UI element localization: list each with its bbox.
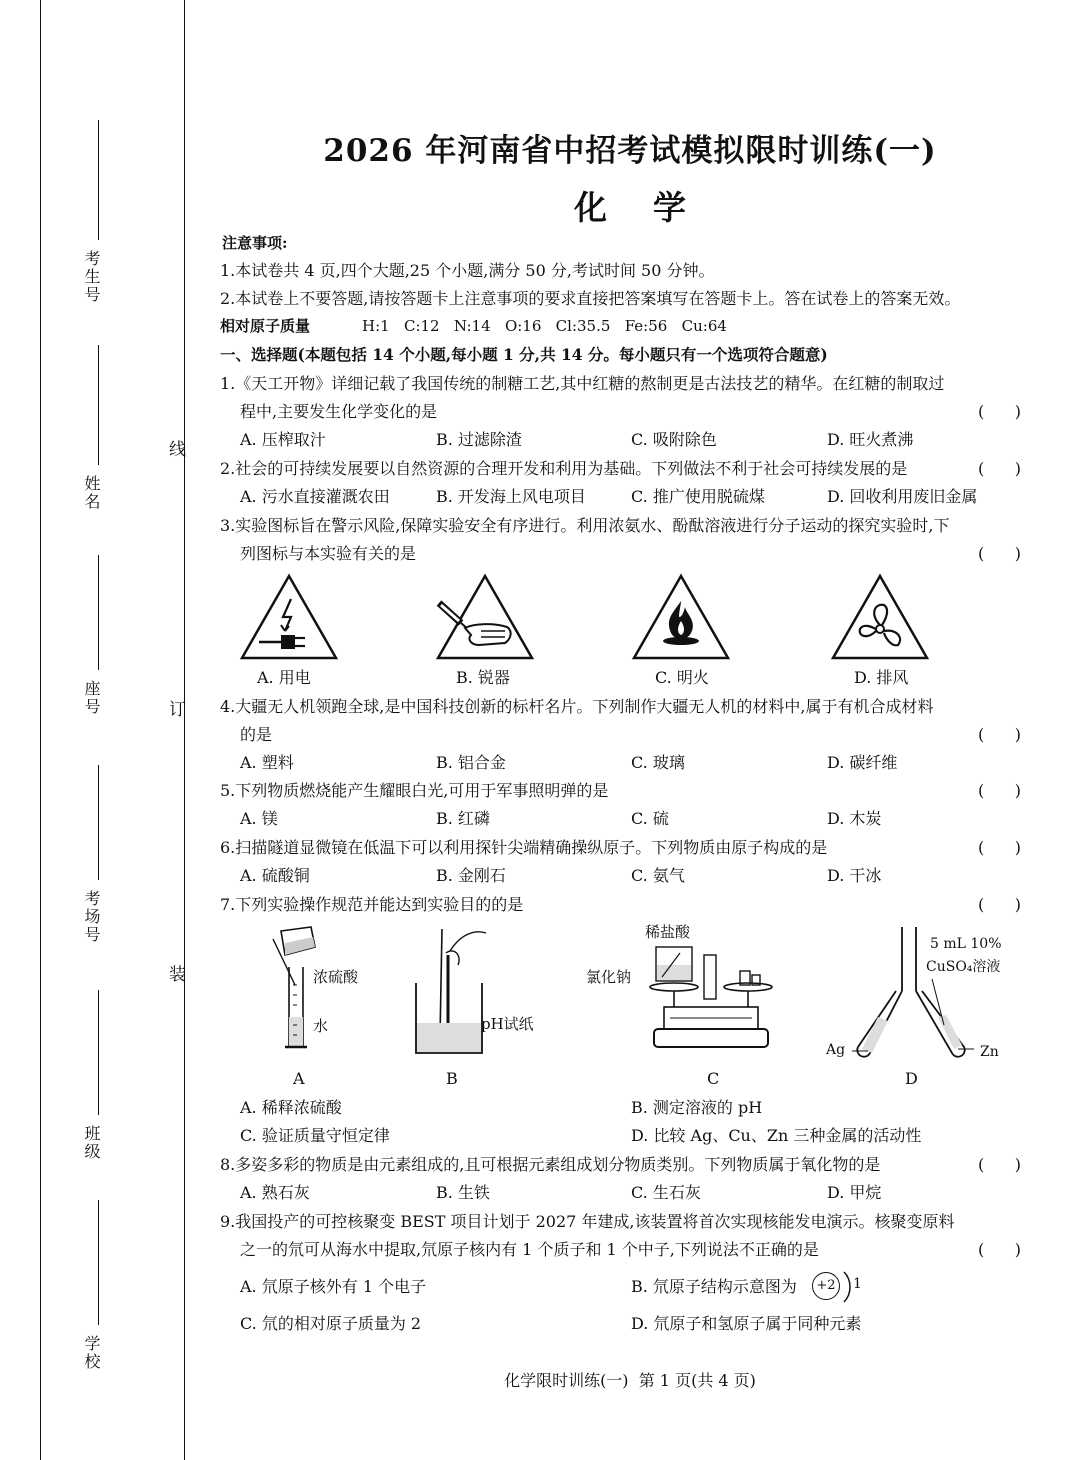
q3-line1: 3.实验图标旨在警示风险,保障实验安全有序进行。利用浓氨水、酚酞溶液进行分子运动的探究实验时,下 [220, 516, 950, 535]
q5-opt-c: C. 硫 [631, 809, 669, 828]
q6-opt-c: C. 氨气 [631, 866, 685, 885]
field-exam-id: 考生号 [82, 250, 101, 304]
q8-opt-d: D. 甲烷 [827, 1183, 882, 1202]
electric-hazard-icon [239, 573, 339, 661]
fig-d-label-ag: Ag [826, 1042, 846, 1058]
q3-opt-c: C. 明火 [655, 668, 709, 687]
q8-opt-b: B. 生铁 [436, 1183, 490, 1202]
q2-line1: 2.社会的可持续发展要以自然资源的合理开发和利用为基础。下列做法不利于社会可持续发展的是 [220, 459, 908, 478]
q2-opt-d: D. 回收利用废旧金属 [827, 487, 978, 506]
q3-answer-paren: ( ) [978, 544, 1021, 563]
fig-letter-b: B [446, 1069, 458, 1088]
q7-opt-c: C. 验证质量守恒定律 [240, 1126, 390, 1145]
mark-staple: 装 [165, 965, 185, 984]
fig-b-measure-ph [410, 925, 490, 1055]
q9-opt-a: A. 氘原子核外有 1 个电子 [240, 1277, 427, 1296]
fig-d-label-sol1: 5 mL 10% [930, 936, 1002, 952]
q7-line1: 7.下列实验操作规范并能达到实验目的的是 [220, 895, 524, 914]
q9-line1: 9.我国投产的可控核聚变 BEST 项目计划于 2027 年建成,该装置将首次实现核能发电演示。核聚变原料 [220, 1212, 955, 1231]
q8-line1: 8.多姿多彩的物质是由元素组成的,且可根据元素组成划分物质类别。下列物质属于氧化物的是 [220, 1155, 881, 1174]
q6-answer-paren: ( ) [978, 838, 1021, 857]
fan-icon [830, 573, 930, 661]
q9-opt-d: D. 氘原子和氢原子属于同种元素 [631, 1314, 862, 1333]
exam-title: 2026 年河南省中招考试模拟限时训练(一) [323, 133, 937, 169]
q2-opt-b: B. 开发海上风电项目 [436, 487, 586, 506]
flame-icon [631, 573, 731, 661]
margin-line-inner [184, 0, 185, 1460]
fig-letter-c: C [707, 1069, 720, 1088]
sharp-object-icon [435, 573, 535, 661]
q1-line1: 1.《天工开物》详细记载了我国传统的制糖工艺,其中红糖的熬制更是古法技艺的精华。在红糖的制取过 [220, 374, 945, 393]
fig-c-balance [640, 945, 780, 1060]
fig-d-label-sol2: CuSO₄溶液 [926, 959, 1001, 975]
q6-opt-a: A. 硫酸铜 [240, 866, 310, 885]
q5-opt-d: D. 木炭 [827, 809, 882, 828]
q3-opt-b: B. 锐器 [456, 668, 510, 687]
note-1: 1.本试卷共 4 页,四个大题,25 个小题,满分 50 分,考试时间 50 分钟。 [220, 261, 715, 280]
mark-line: 线 [165, 440, 185, 459]
fig-c-label-acid: 稀盐酸 [645, 923, 691, 941]
q3-opt-a: A. 用电 [257, 668, 311, 687]
q1-opt-b: B. 过滤除渣 [436, 430, 522, 449]
q5-opt-b: B. 红磷 [436, 809, 490, 828]
q5-answer-paren: ( ) [978, 781, 1021, 800]
q6-opt-d: D. 干冰 [827, 866, 882, 885]
subject-title: 化 学 [574, 188, 686, 227]
q4-opt-c: C. 玻璃 [631, 753, 685, 772]
field-room: 考场号 [82, 890, 101, 944]
q3-opt-d: D. 排风 [854, 668, 909, 687]
q7-opt-a: A. 稀释浓硫酸 [240, 1098, 342, 1117]
q2-opt-a: A. 污水直接灌溉农田 [240, 487, 390, 506]
fig-d-label-zn: Zn [980, 1044, 999, 1060]
q2-opt-c: C. 推广使用脱硫煤 [631, 487, 765, 506]
q1-opt-a: A. 压榨取汁 [240, 430, 326, 449]
fig-b-label-paper: pH试纸 [481, 1015, 534, 1033]
q8-answer-paren: ( ) [978, 1155, 1021, 1174]
atomic-mass-values: H:1 C:12 N:14 O:16 Cl:35.5 Fe:56 Cu:64 [362, 317, 727, 335]
q5-opt-a: A. 镁 [240, 809, 278, 828]
field-school: 学校 [82, 1335, 101, 1371]
q5-line1: 5.下列物质燃烧能产生耀眼白光,可用于军事照明弹的是 [220, 781, 609, 800]
field-class: 班级 [82, 1125, 101, 1161]
q8-opt-c: C. 生石灰 [631, 1183, 701, 1202]
field-seat: 座号 [82, 680, 101, 716]
atomic-mass-label: 相对原子质量 [220, 317, 311, 335]
q8-opt-a: A. 熟石灰 [240, 1183, 310, 1202]
fig-letter-a: A [293, 1069, 305, 1088]
q9-line2: 之一的氘可从海水中提取,氘原子核内有 1 个质子和 1 个中子,下列说法不正确的是 [240, 1240, 819, 1259]
q9-opt-b: B. 氘原子结构示意图为 [631, 1277, 797, 1296]
atom-nucleus: +2 [812, 1272, 840, 1300]
field-school-line [98, 1200, 99, 1325]
field-seat-line [98, 555, 99, 670]
field-room-line [98, 765, 99, 880]
q9-opt-c: C. 氘的相对原子质量为 2 [240, 1314, 422, 1333]
mark-bind: 订 [165, 700, 185, 719]
fig-a-label-acid: 浓硫酸 [313, 968, 359, 986]
fig-letter-d: D [905, 1069, 918, 1088]
notes-heading: 注意事项: [222, 234, 288, 252]
q3-line2: 列图标与本实验有关的是 [240, 544, 417, 563]
q6-line1: 6.扫描隧道显微镜在低温下可以利用探针尖端精确操纵原子。下列物质由原子构成的是 [220, 838, 828, 857]
q1-answer-paren: ( ) [978, 402, 1021, 421]
atom-shell-electrons: 1 [853, 1276, 862, 1292]
q4-opt-d: D. 碳纤维 [827, 753, 898, 772]
field-name: 姓名 [82, 475, 101, 511]
fig-a-label-water: 水 [313, 1017, 329, 1035]
q1-opt-d: D. 旺火煮沸 [827, 430, 914, 449]
q2-answer-paren: ( ) [978, 459, 1021, 478]
margin-line-outer [40, 0, 41, 1460]
note-2: 2.本试卷上不要答题,请按答题卡上注意事项的要求直接把答案填写在答题卡上。答在试卷上的答案无效。 [220, 289, 961, 308]
q4-line2: 的是 [240, 725, 273, 744]
field-exam-id-line [98, 120, 99, 240]
q7-opt-b: B. 测定溶液的 pH [631, 1098, 763, 1117]
q4-answer-paren: ( ) [978, 725, 1021, 744]
fig-c-label-salt: 氯化钠 [586, 968, 632, 986]
q4-line1: 4.大疆无人机领跑全球,是中国科技创新的标杆名片。下列制作大疆无人机的材料中,属于有机合成材料 [220, 697, 934, 716]
field-class-line [98, 990, 99, 1115]
q1-line2: 程中,主要发生化学变化的是 [240, 402, 438, 421]
q4-opt-a: A. 塑料 [240, 753, 294, 772]
q9-answer-paren: ( ) [978, 1240, 1021, 1259]
q1-opt-c: C. 吸附除色 [631, 430, 717, 449]
q7-opt-d: D. 比较 Ag、Cu、Zn 三种金属的活动性 [631, 1126, 922, 1145]
section-1-title: 一、选择题(本题包括 14 个小题,每小题 1 分,共 14 分。每小题只有一个选项符合题意) [220, 345, 828, 364]
q6-opt-b: B. 金刚石 [436, 866, 506, 885]
field-name-line [98, 345, 99, 465]
page-footer: 化学限时训练(一) 第 1 页(共 4 页) [504, 1371, 756, 1390]
q4-opt-b: B. 铝合金 [436, 753, 506, 772]
q7-answer-paren: ( ) [978, 895, 1021, 914]
